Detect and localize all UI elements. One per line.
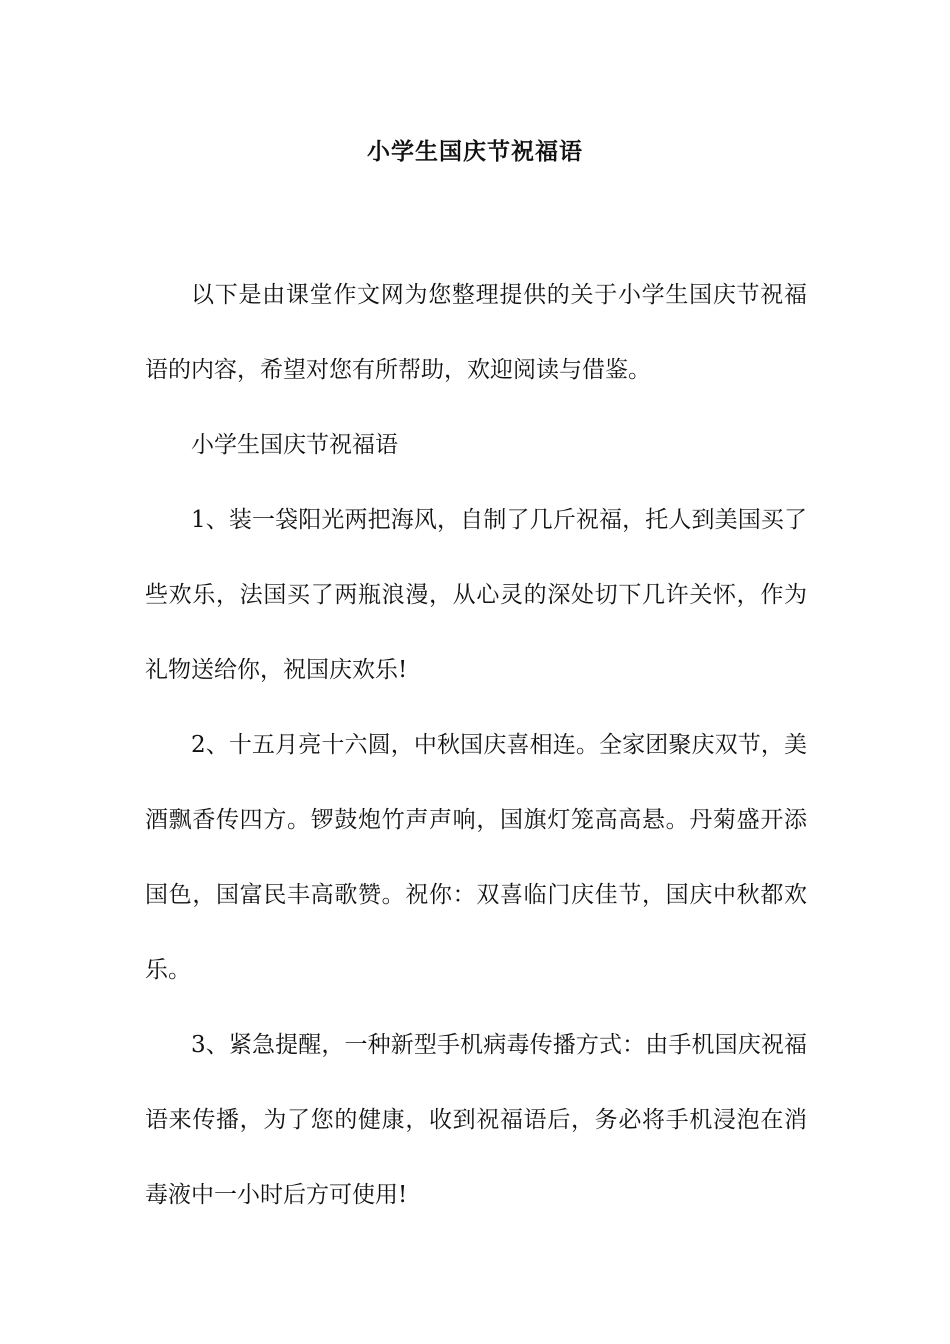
greeting-item-3: 3、紧急提醒，一种新型手机病毒传播方式：由手机国庆祝福语来传播，为了您的健康，收到祝福语后，务必将手机浸泡在消毒液中一小时后方可使用! <box>145 1032 807 1208</box>
section-heading: 小学生国庆节祝福语 <box>191 432 398 458</box>
document-title: 小学生国庆节祝福语 <box>367 139 583 165</box>
greeting-item-1: 1、装一袋阳光两把海风，自制了几斤祝福，托人到美国买了些欢乐，法国买了两瓶浪漫，从心灵的深处切下几许关怀，作为礼物送给你，祝国庆欢乐! <box>145 507 807 683</box>
greeting-item-2: 2、十五月亮十六圆，中秋国庆喜相连。全家团聚庆双节，美酒飘香传四方。锣鼓炮竹声声响，国旗灯笼高高悬。丹菊盛开添国色，国富民丰高歌赞。祝你：双喜临门庆佳节，国庆中秋都欢乐。 <box>145 732 807 983</box>
intro-paragraph: 以下是由课堂作文网为您整理提供的关于小学生国庆节祝福语的内容，希望对您有所帮助，欢迎阅读与借鉴。 <box>145 282 807 383</box>
document-body <box>145 258 807 1233</box>
